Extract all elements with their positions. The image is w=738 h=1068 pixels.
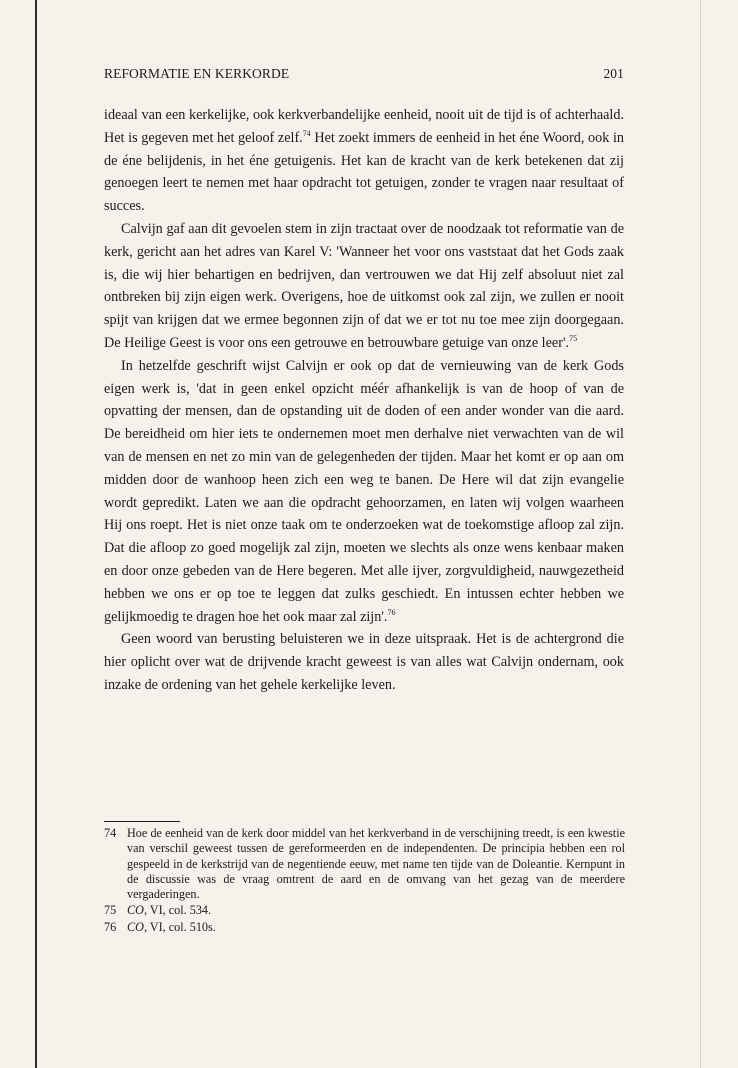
footnote-abbrev: CO xyxy=(127,919,144,934)
body-text xyxy=(104,104,624,697)
running-head xyxy=(104,66,624,82)
footnote-body: , VI, col. 510s. xyxy=(143,919,216,934)
footnote-text xyxy=(127,826,625,902)
paragraph-text: Het zoekt immers de eenheid in het éne Woord, ook in de éne belijdenis, in het éne getuigenis. Het kan de kracht van de kerk betekenen dat zij genoegen leert te nemen met haar opdracht tot getuigen, zonder te vragen naar resultaat of succes. xyxy=(104,129,624,215)
scan-edge-right xyxy=(700,0,701,1068)
footnote-body: Hoe de eenheid van de kerk door middel van het kerkverband in de verschijning treedt, is een kwestie van verschil geweest tussen de gereformeerden en de independenten. De principia hebben een rol gespeeld in de kerkstrijd van de negentiende eeuw, met name ten tijde van de Doleantie. Kernpunt in de discussie was de vraag omtrent de aard en de omvang van het gezag van de meerdere vergaderingen. xyxy=(127,826,625,902)
scan-edge-left xyxy=(35,0,37,1068)
footnote-divider xyxy=(104,821,180,822)
running-head-title: REFORMATIE EN KERKORDE xyxy=(104,66,290,81)
paragraph xyxy=(104,628,624,696)
paragraph-text: Geen woord van berusting beluisteren we in deze uitspraak. Het is de achtergrond die hier oplicht over wat de drijvende kracht geweest is van alles wat Calvijn ondernam, ook inzake de ordening van het gehele kerkelijke leven. xyxy=(104,631,624,693)
paragraph-text: ideaal van een kerkelijke, ook kerkverbandelijke eenheid, nooit uit de tijd is of achterhaald. Het is gegeven met het geloof zelf. xyxy=(104,107,624,146)
paragraph xyxy=(104,218,624,355)
paragraph-text: In hetzelfde geschrift wijst Calvijn er ook op dat de vernieuwing van de kerk Gods eigen werk is, 'dat in geen enkel opzicht méér afhankelijk is van de hoop of van de opvatting der mensen, dan de opstanding uit de doden of een ander wonder van die aard. De bereidheid om hier iets te ondernemen moet men derhalve niet verwachten van de wil van de mensen en net zo min van de gelegenheden der tijden. Maar het komt er op aan om midden door de wanhoop heen zich een weg te banen. De Here wil dat zijn evangelie wordt gepredikt. Laten we aan die opdracht gehoorzamen, en laten wij volgen waarheen Hij ons roept. Het is niet onze taak om te onderzoeken wat de toekomstige afloop zal zijn. Dat die afloop zo goed mogelijk zal zijn, moeten we slechts als onze wens kenbaar maken en door onze gebeden van de Here begeren. Met alle ijver, zorgvuldigheid, nauwgezetheid hebben we ons er op toe te leggen dat zulks geschiedt. En intussen echter hebben we gelijkmoedig te dragen hoe het ook maar zal zijn'. xyxy=(104,357,624,625)
paragraph xyxy=(104,104,624,218)
footnote xyxy=(104,920,625,935)
page-number: 201 xyxy=(603,66,624,81)
footnote-text xyxy=(127,903,625,918)
paragraph xyxy=(104,355,624,629)
footnote-number: 76 xyxy=(104,919,117,934)
footnote-number: 75 xyxy=(104,903,117,918)
footnote-body: , VI, col. 534. xyxy=(143,903,212,918)
footnote-reference: 74 xyxy=(302,128,311,138)
footnotes xyxy=(104,826,625,936)
footnote-text xyxy=(127,920,625,935)
footnote-reference: 75 xyxy=(569,333,578,343)
paragraph-text: Calvijn gaf aan dit gevoelen stem in zijn tractaat over de noodzaak tot reformatie van de kerk, gericht aan het adres van Karel V: 'Wanneer het voor ons vaststaat dat het Gods zaak is, die wij hier behartigen en bedrijven, dan vertrouwen we dat Hij zelf absoluut niet zal ontbreken bij zijn eigen werk. Overigens, hoe de uitkomst ook zal zijn, we zullen er nooit spijt van krijgen dat we ermee begonnen zijn of dat we er tot nu toe mee zijn doorgegaan. De Heilige Geest is voor ons een getrouwe en betrouwbare getuige van onze leer'. xyxy=(104,220,624,351)
footnote-abbrev: CO xyxy=(127,903,144,918)
footnote xyxy=(104,826,625,902)
footnote xyxy=(104,903,625,918)
footnote-number: 74 xyxy=(104,826,117,840)
footnote-reference: 76 xyxy=(387,607,396,617)
